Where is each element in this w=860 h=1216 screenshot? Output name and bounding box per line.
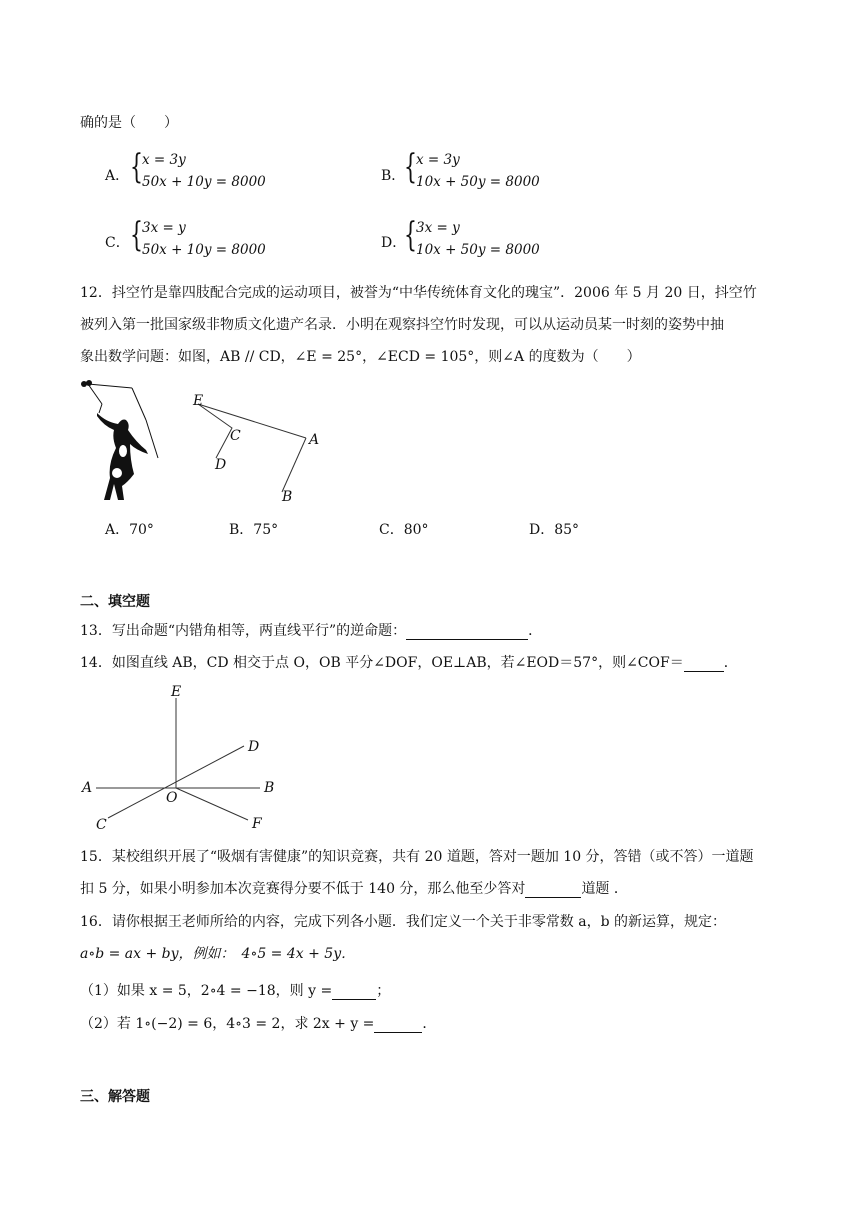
q14-tail: ． (723, 655, 738, 671)
q11-option-b-label: B． (381, 168, 406, 184)
q14-label-c: C (96, 817, 107, 833)
q12-label-b: B (282, 489, 293, 505)
q14-label-e: E (171, 684, 182, 700)
q12-label-e: E (193, 393, 204, 409)
equation: x = 3y (416, 152, 460, 168)
equation: 10x + 50y = 8000 (416, 242, 540, 258)
q14-label-d: D (248, 739, 260, 755)
equation: 10x + 50y = 8000 (416, 174, 540, 190)
equation: 3x = y (142, 220, 186, 236)
q15-line-2 (80, 878, 628, 898)
brace-icon: { (130, 147, 143, 187)
q14-text (80, 652, 738, 672)
q13-stem: 13．写出命题“内错角相等，两直线平行”的逆命题： (80, 623, 407, 639)
q15-line-1: 15．某校组织开展了“吸烟有害健康”的知识竞赛，共有 20 道题，答对一题加 10 分，答错（或不答）一道题 (80, 849, 754, 865)
section-title: 二、填空题 (80, 594, 150, 610)
q12-option-b: B．75° (229, 522, 279, 538)
q12-line-3: 象出数学问题：如图，AB // CD，∠E = 25°，∠ECD = 105°，则∠A 的度数为（ ） (80, 349, 641, 365)
answer-blank (525, 883, 581, 898)
q16-sub1-stem: （1）如果 x = 5，2∘4 = −18，则 y = (80, 983, 333, 999)
q16-sub2-tail: ． (422, 1016, 437, 1032)
q16-sub1-tail: ； (376, 983, 391, 999)
q11-option-a-system (130, 147, 270, 196)
section-title: 三、解答题 (80, 1089, 150, 1105)
q14-label-b: B (264, 780, 275, 796)
diabolo-player-figure (76, 378, 186, 503)
q11-option-d-system (404, 215, 544, 264)
answer-blank (374, 1018, 422, 1033)
equation: 3x = y (416, 220, 460, 236)
q11-option-d-label: D． (381, 235, 407, 251)
equation: 50x + 10y = 8000 (142, 174, 266, 190)
q11-stem-tail: 确的是（ ） (80, 115, 178, 131)
q12-label-a: A (309, 432, 320, 448)
q12-line-2: 被列入第一批国家级非物质文化遗产名录．小明在观察抖空竹时发现，可以从运动员某一时刻的姿势中抽 (80, 317, 724, 333)
q16-line-2: a∘b = ax + by，例如： 4∘5 = 4x + 5y． (80, 946, 356, 962)
brace-icon: { (404, 215, 417, 255)
q11-option-c-system (130, 215, 270, 264)
q14-label-a: A (82, 780, 93, 796)
q12-option-c: C．80° (379, 522, 429, 538)
q12-option-d: D．85° (529, 522, 580, 538)
q15-stem: 扣 5 分，如果小明参加本次竞赛得分要不低于 140 分，那么他至少答对 (80, 881, 526, 897)
q14-stem: 14．如图直线 AB，CD 相交于点 O，OB 平分∠DOF，OE⊥AB，若∠EOD＝57°，则∠COF＝ (80, 655, 684, 671)
q14-label-f: F (252, 816, 262, 832)
equation: 50x + 10y = 8000 (142, 242, 266, 258)
q15-tail: 道题 ． (581, 881, 628, 897)
q11-option-a-label: A． (105, 168, 130, 184)
answer-blank (332, 985, 376, 1000)
q14-geometry-figure (80, 682, 290, 832)
answer-blank (684, 657, 724, 672)
q11-option-c-label: C． (105, 235, 130, 251)
q12-line-1: 12．抖空竹是靠四肢配合完成的运动项目，被誉为“中华传统体育文化的瑰宝”．2006 年 5 月 20 日，抖空竹 (80, 285, 757, 301)
q13-tail: ． (528, 623, 543, 639)
q11-option-b-system (404, 147, 544, 196)
answer-blank (406, 625, 528, 640)
equation: x = 3y (142, 152, 186, 168)
q16-line-1: 16．请你根据王老师所给的内容，完成下列各小题．我们定义一个关于非零常数 a，b 的新运算，规定： (80, 914, 727, 930)
q16-sub-2 (80, 1013, 436, 1033)
brace-icon: { (404, 147, 417, 187)
q13-text (80, 620, 542, 640)
brace-icon: { (130, 215, 143, 255)
q12-option-a: A．70° (105, 522, 154, 538)
q12-label-d: D (215, 457, 227, 473)
q16-sub-1 (80, 980, 390, 1000)
q12-label-c: C (230, 428, 241, 444)
q14-label-o: O (166, 790, 178, 806)
q12-geometry-figure (190, 392, 320, 504)
q16-sub2-stem: （2）若 1∘(−2) = 6，4∘3 = 2，求 2x + y = (80, 1016, 375, 1032)
